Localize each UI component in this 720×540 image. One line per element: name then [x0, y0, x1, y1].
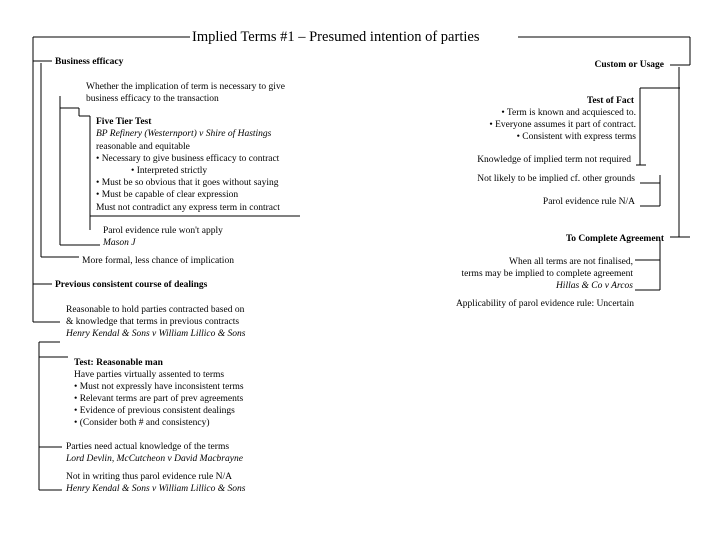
five-tier-case: BP Refinery (Westernport) v Shire of Hastings [96, 129, 272, 139]
diagram-title: Implied Terms #1 – Presumed intention of parties [192, 29, 480, 45]
previous-dealings-heading: Previous consistent course of dealings [55, 280, 208, 290]
test-item: Have parties virtually assented to terms [74, 370, 225, 380]
test-of-fact-item: • Term is known and acquiesced to. [501, 108, 636, 118]
five-tier-item: • Interpreted strictly [131, 166, 208, 176]
formal-note: More formal, less chance of implication [82, 256, 234, 266]
whether-line-2: business efficacy to the transaction [86, 94, 219, 104]
custom-not-likely-note: Not likely to be implied cf. other grounds [477, 174, 635, 184]
knowledge-case: Lord Devlin, McCutcheon v David Macbrayne [66, 454, 243, 464]
writing-case: Henry Kendal & Sons v William Lillico & Sons [66, 484, 246, 494]
test-reasonable-man-heading: Test: Reasonable man [74, 358, 163, 368]
knowledge-note: Parties need actual knowledge of the terms [66, 442, 230, 452]
test-item: • Must not expressly have inconsistent terms [74, 382, 244, 392]
custom-knowledge-note: Knowledge of implied term not required [477, 155, 631, 165]
reasonable-line-1: Reasonable to hold parties contracted based on [66, 305, 245, 315]
test-of-fact-item: • Everyone assumes it part of contract. [489, 120, 636, 130]
test-of-fact-heading: Test of Fact [586, 96, 634, 106]
five-tier-item: • Must be so obvious that it goes without saying [96, 178, 279, 188]
complete-agreement-heading: To Complete Agreement [565, 234, 664, 244]
test-item: • (Consider both # and consistency) [74, 418, 210, 428]
business-efficacy-heading: Business efficacy [55, 57, 124, 67]
five-tier-item: reasonable and equitable [96, 142, 190, 152]
five-tier-heading: Five Tier Test [96, 117, 152, 127]
complete-case: Hillas & Co v Arcos [555, 281, 633, 291]
five-tier-item: • Necessary to give business efficacy to contract [96, 154, 280, 164]
parol-evidence-left: Parol evidence rule won't apply [103, 226, 223, 236]
parol-evidence-left-case: Mason J [103, 238, 136, 248]
five-tier-item: • Must be capable of clear expression [96, 190, 239, 200]
five-tier-item: Must not contradict any express term in contract [96, 203, 280, 213]
test-of-fact-item: • Consistent with express terms [516, 132, 636, 142]
complete-parol-note: Applicability of parol evidence rule: Uncertain [455, 299, 634, 309]
test-item: • Relevant terms are part of prev agreements [74, 394, 244, 404]
reasonable-line-2: & knowledge that terms in previous contracts [66, 317, 240, 327]
complete-line-1: When all terms are not finalised, [509, 257, 633, 267]
test-item: • Evidence of previous consistent dealings [74, 406, 235, 416]
reasonable-case: Henry Kendal & Sons v William Lillico & Sons [66, 329, 246, 339]
custom-parol-note: Parol evidence rule N/A [542, 197, 635, 207]
whether-line-1: Whether the implication of term is necessary to give [86, 82, 285, 92]
writing-note: Not in writing thus parol evidence rule N/A [66, 472, 232, 482]
custom-usage-heading: Custom or Usage [594, 60, 664, 70]
complete-line-2: terms may be implied to complete agreement [461, 269, 633, 279]
